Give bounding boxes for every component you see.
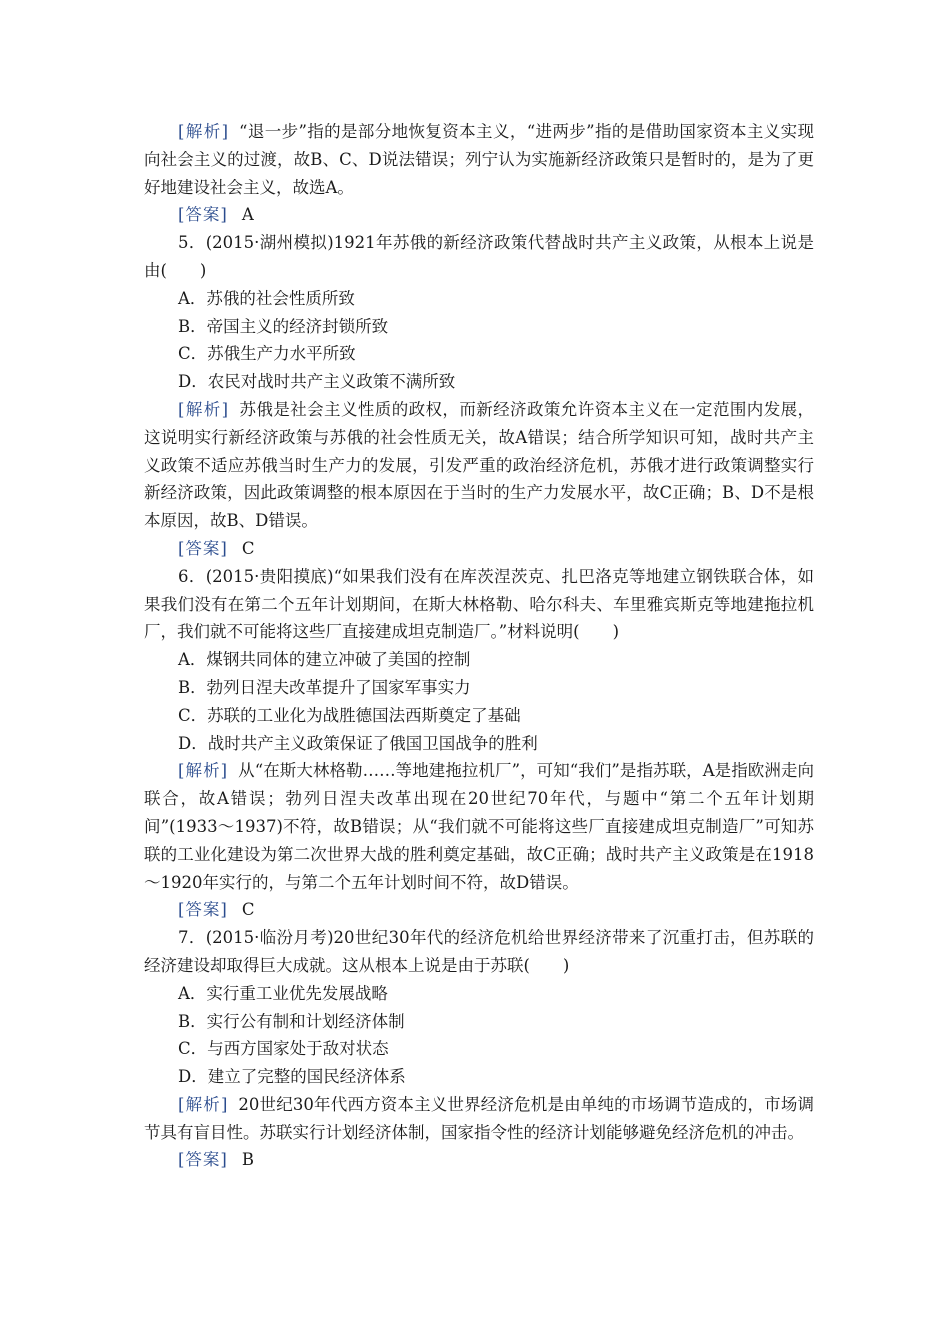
analysis-paragraph [144,757,814,896]
option-item: B．勃列日涅夫改革提升了国家军事实力 [178,677,471,697]
option-item: A．实行重工业优先发展战略 [178,983,388,1003]
question-stem [144,229,814,285]
answer-value: C [241,538,255,558]
option-item: B．实行公有制和计划经济体制 [178,1011,405,1031]
answer-tag: [答案] [178,900,228,920]
document-content [144,118,814,1174]
analysis-text: 20世纪30年代西方资本主义世界经济危机是由单纯的市场调节造成的，市场调节具有盲目性。苏联实行计划经济体制，国家指令性的经济计划能够避免经济危机的冲击。 [144,1094,814,1142]
answer-value: A [241,205,254,225]
analysis-text: “退一步”指的是部分地恢复资本主义，“进两步”指的是借助国家资本主义实现向社会主义的过渡，故B、C、D说法错误；列宁认为实施新经济政策只是暂时的，是为了更好地建设社会主义，故选A。 [144,122,814,197]
answer-tag: [答案] [178,1150,228,1170]
question-stem [144,563,814,646]
answer-tag: [答案] [178,538,228,558]
option-item: D．农民对战时共产主义政策不满所致 [178,372,456,392]
analysis-tag: [解析] [178,399,230,419]
option-item: D．建立了完整的国民经济体系 [178,1067,406,1087]
answer-line [144,535,814,563]
analysis-tag: [解析] [178,761,229,781]
answer-value: B [241,1150,255,1170]
option-item: C．苏俄生产力水平所致 [178,344,356,364]
option-item: A．苏俄的社会性质所致 [178,288,355,308]
answer-line [144,201,814,229]
analysis-paragraph [144,1091,814,1147]
question-text: 5．(2015·湖州模拟)1921年苏俄的新经济政策代替战时共产主义政策，从根本上说是由( ) [144,233,814,280]
option-item: C．与西方国家处于敌对状态 [178,1039,389,1059]
analysis-paragraph [144,118,814,201]
option-item: D．战时共产主义政策保证了俄国卫国战争的胜利 [178,733,538,753]
answer-line [144,896,814,924]
question-text: 7．(2015·临汾月考)20世纪30年代的经济危机给世界经济带来了沉重打击，但苏联的经济建设却取得巨大成就。这从根本上说是由于苏联( ) [144,928,814,975]
question-text: 6．(2015·贵阳摸底)“如果我们没有在库茨涅茨克、扎巴洛克等地建立钢铁联合体，如果我们没有在第二个五年计划期间，在斯大林格勒、哈尔科夫、车里雅宾斯克等地建拖拉机厂，我们就不可能将这些厂直接建成坦克制造厂。”材料说明( ) [144,566,814,642]
analysis-text: 从“在斯大林格勒……等地建拖拉机厂”，可知“我们”是指苏联，A是指欧洲走向联合，故A错误；勃列日涅夫改革出现在20世纪70年代，与题中“第二个五年计划期间”(1933～1937)不符，故B错误；从“我们就不可能将这些厂直接建成坦克制造厂”可知苏联的工业化建设为第二次世界大战的胜利奠定基础，故C正确；战时共产主义政策是在1918～1920年实行的，与第二个五年计划时间不符，故D错误。 [144,761,814,892]
option-item: C．苏联的工业化为战胜德国法西斯奠定了基础 [178,705,521,725]
question-stem [144,924,814,980]
answer-line [144,1146,814,1174]
option-item: A．煤钢共同体的建立冲破了美国的控制 [178,650,471,670]
analysis-paragraph [144,396,814,535]
analysis-tag: [解析] [178,1094,229,1114]
answer-tag: [答案] [178,205,228,225]
answer-value: C [241,900,255,920]
option-item: B．帝国主义的经济封锁所致 [178,316,389,336]
analysis-tag: [解析] [178,122,230,141]
analysis-text: 苏俄是社会主义性质的政权，而新经济政策允许资本主义在一定范围内发展，这说明实行新经济政策与苏俄的社会性质无关，故A错误；结合所学知识可知，战时共产主义政策不适应苏俄当时生产力的发展，引发严重的政治经济危机，苏俄才进行政策调整实行新经济政策，因此政策调整的根本原因在于当时的生产力发展水平，故C正确；B、D不是根本原因，故B、D错误。 [144,399,815,531]
